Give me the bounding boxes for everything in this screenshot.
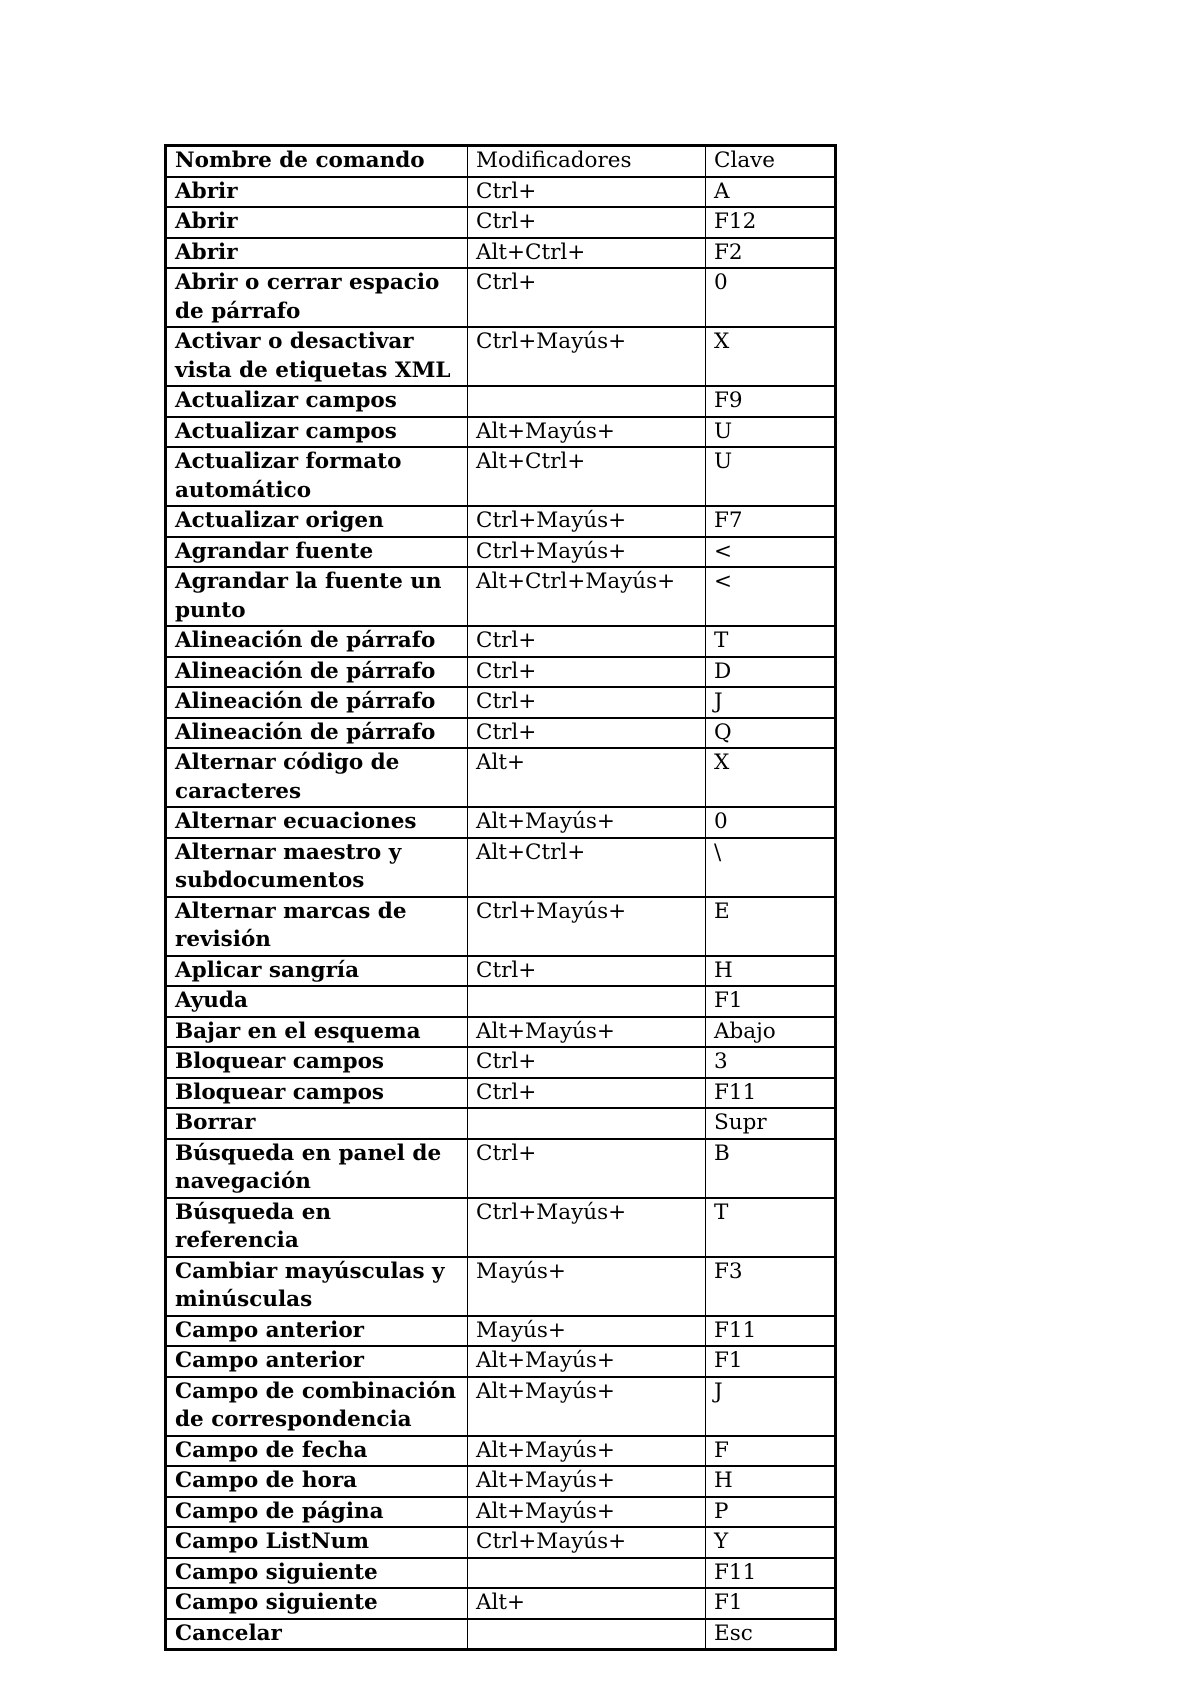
key-cell: J xyxy=(706,1377,836,1436)
table-row xyxy=(166,986,836,1017)
command-name-cell: Alineación de párrafo xyxy=(166,657,468,688)
table-row xyxy=(166,838,836,897)
table-row xyxy=(166,956,836,987)
modifiers-cell: Alt+Mayús+ xyxy=(468,1377,706,1436)
table-row xyxy=(166,1588,836,1619)
table-row xyxy=(166,1346,836,1377)
command-name-cell: Campo ListNum xyxy=(166,1527,468,1558)
modifiers-cell: Ctrl+Mayús+ xyxy=(468,327,706,386)
command-name-cell: Bajar en el esquema xyxy=(166,1017,468,1048)
command-name-cell: Actualizar campos xyxy=(166,386,468,417)
key-cell: D xyxy=(706,657,836,688)
key-cell: E xyxy=(706,897,836,956)
command-name-cell: Actualizar formato automático xyxy=(166,447,468,506)
table-row xyxy=(166,1257,836,1316)
command-name-cell: Agrandar fuente xyxy=(166,537,468,568)
command-name-cell: Abrir xyxy=(166,238,468,269)
command-name-cell: Alineación de párrafo xyxy=(166,718,468,749)
key-cell: P xyxy=(706,1497,836,1528)
command-name-cell: Abrir o cerrar espacio de párrafo xyxy=(166,268,468,327)
command-name-cell: Alternar ecuaciones xyxy=(166,807,468,838)
table-row xyxy=(166,1497,836,1528)
key-cell: 0 xyxy=(706,807,836,838)
command-name-cell: Campo de fecha xyxy=(166,1436,468,1467)
table-row xyxy=(166,447,836,506)
command-name-cell: Actualizar campos xyxy=(166,417,468,448)
table-row xyxy=(166,1078,836,1109)
command-name-cell: Bloquear campos xyxy=(166,1078,468,1109)
key-cell: F1 xyxy=(706,1346,836,1377)
modifiers-cell xyxy=(468,386,706,417)
key-cell: U xyxy=(706,417,836,448)
table-row xyxy=(166,1527,836,1558)
command-name-cell: Alternar maestro y subdocumentos xyxy=(166,838,468,897)
modifiers-cell: Alt+Mayús+ xyxy=(468,1346,706,1377)
modifiers-cell xyxy=(468,1619,706,1650)
command-name-cell: Actualizar origen xyxy=(166,506,468,537)
key-cell: A xyxy=(706,177,836,208)
command-name-cell: Cambiar mayúsculas y minúsculas xyxy=(166,1257,468,1316)
table-row xyxy=(166,238,836,269)
table-row xyxy=(166,1619,836,1650)
key-cell: J xyxy=(706,687,836,718)
table-row xyxy=(166,1047,836,1078)
command-name-cell: Cancelar xyxy=(166,1619,468,1650)
table-row xyxy=(166,657,836,688)
command-name-cell: Bloquear campos xyxy=(166,1047,468,1078)
modifiers-cell: Ctrl+ xyxy=(468,1078,706,1109)
command-name-cell: Campo anterior xyxy=(166,1346,468,1377)
table-row xyxy=(166,1316,836,1347)
modifiers-cell: Ctrl+ xyxy=(468,657,706,688)
command-name-cell: Campo anterior xyxy=(166,1316,468,1347)
modifiers-cell: Mayús+ xyxy=(468,1257,706,1316)
key-cell: Abajo xyxy=(706,1017,836,1048)
modifiers-cell: Ctrl+ xyxy=(468,956,706,987)
key-cell: U xyxy=(706,447,836,506)
modifiers-cell: Ctrl+ xyxy=(468,687,706,718)
modifiers-cell xyxy=(468,986,706,1017)
key-cell: Y xyxy=(706,1527,836,1558)
command-name-cell: Campo de combinación de correspondencia xyxy=(166,1377,468,1436)
table-row xyxy=(166,626,836,657)
table-row xyxy=(166,1436,836,1467)
table-body xyxy=(166,146,836,1650)
modifiers-cell: Alt+Mayús+ xyxy=(468,1497,706,1528)
key-cell: F11 xyxy=(706,1558,836,1589)
table-row xyxy=(166,1466,836,1497)
modifiers-cell: Ctrl+ xyxy=(468,207,706,238)
modifiers-cell: Ctrl+ xyxy=(468,626,706,657)
table-row xyxy=(166,417,836,448)
command-name-cell: Agrandar la fuente un punto xyxy=(166,567,468,626)
key-cell: X xyxy=(706,748,836,807)
table-row xyxy=(166,897,836,956)
command-name-cell: Campo siguiente xyxy=(166,1588,468,1619)
key-cell: Q xyxy=(706,718,836,749)
table-row xyxy=(166,1377,836,1436)
table-row xyxy=(166,268,836,327)
command-name-cell: Borrar xyxy=(166,1108,468,1139)
table-row xyxy=(166,386,836,417)
command-name-cell: Ayuda xyxy=(166,986,468,1017)
modifiers-cell: Ctrl+Mayús+ xyxy=(468,1527,706,1558)
key-cell: F2 xyxy=(706,238,836,269)
modifiers-cell: Ctrl+Mayús+ xyxy=(468,897,706,956)
key-cell: F3 xyxy=(706,1257,836,1316)
table-row xyxy=(166,1017,836,1048)
modifiers-cell: Alt+ xyxy=(468,1588,706,1619)
modifiers-cell: Alt+Ctrl+ xyxy=(468,238,706,269)
modifiers-cell: Ctrl+ xyxy=(468,177,706,208)
table-row xyxy=(166,687,836,718)
table-row xyxy=(166,718,836,749)
table-row xyxy=(166,1558,836,1589)
key-cell: H xyxy=(706,956,836,987)
table-row xyxy=(166,567,836,626)
header-key: Clave xyxy=(706,146,836,177)
key-cell: F1 xyxy=(706,986,836,1017)
key-cell: F11 xyxy=(706,1316,836,1347)
table-row xyxy=(166,177,836,208)
command-name-cell: Campo de página xyxy=(166,1497,468,1528)
key-cell: F12 xyxy=(706,207,836,238)
command-name-cell: Aplicar sangría xyxy=(166,956,468,987)
modifiers-cell: Alt+Mayús+ xyxy=(468,1466,706,1497)
modifiers-cell: Alt+Mayús+ xyxy=(468,807,706,838)
modifiers-cell xyxy=(468,1108,706,1139)
modifiers-cell: Ctrl+ xyxy=(468,1139,706,1198)
key-cell: F1 xyxy=(706,1588,836,1619)
table-header-row xyxy=(166,146,836,177)
modifiers-cell: Ctrl+Mayús+ xyxy=(468,1198,706,1257)
key-cell: F11 xyxy=(706,1078,836,1109)
command-name-cell: Activar o desactivar vista de etiquetas XML xyxy=(166,327,468,386)
modifiers-cell: Ctrl+ xyxy=(468,1047,706,1078)
command-name-cell: Alineación de párrafo xyxy=(166,626,468,657)
key-cell: F7 xyxy=(706,506,836,537)
key-cell: < xyxy=(706,567,836,626)
key-cell: F9 xyxy=(706,386,836,417)
keyboard-shortcut-table xyxy=(164,144,837,1651)
modifiers-cell: Alt+Mayús+ xyxy=(468,417,706,448)
key-cell: B xyxy=(706,1139,836,1198)
key-cell: < xyxy=(706,537,836,568)
command-name-cell: Búsqueda en panel de navegación xyxy=(166,1139,468,1198)
modifiers-cell: Alt+Ctrl+ xyxy=(468,447,706,506)
key-cell: 0 xyxy=(706,268,836,327)
table-row xyxy=(166,807,836,838)
header-command-name: Nombre de comando xyxy=(166,146,468,177)
modifiers-cell: Ctrl+ xyxy=(468,718,706,749)
modifiers-cell: Alt+Mayús+ xyxy=(468,1017,706,1048)
key-cell: T xyxy=(706,1198,836,1257)
command-name-cell: Abrir xyxy=(166,207,468,238)
key-cell: Esc xyxy=(706,1619,836,1650)
table-row xyxy=(166,748,836,807)
command-name-cell: Búsqueda en referencia xyxy=(166,1198,468,1257)
key-cell: H xyxy=(706,1466,836,1497)
command-name-cell: Alternar marcas de revisión xyxy=(166,897,468,956)
table-row xyxy=(166,506,836,537)
modifiers-cell: Mayús+ xyxy=(468,1316,706,1347)
modifiers-cell xyxy=(468,1558,706,1589)
table-row xyxy=(166,1108,836,1139)
header-modifiers: Modificadores xyxy=(468,146,706,177)
modifiers-cell: Ctrl+ xyxy=(468,268,706,327)
modifiers-cell: Alt+Ctrl+ xyxy=(468,838,706,897)
table-row xyxy=(166,207,836,238)
command-name-cell: Abrir xyxy=(166,177,468,208)
modifiers-cell: Alt+Mayús+ xyxy=(468,1436,706,1467)
key-cell: Supr xyxy=(706,1108,836,1139)
command-name-cell: Alineación de párrafo xyxy=(166,687,468,718)
key-cell: 3 xyxy=(706,1047,836,1078)
command-name-cell: Campo de hora xyxy=(166,1466,468,1497)
table-row xyxy=(166,1198,836,1257)
modifiers-cell: Ctrl+Mayús+ xyxy=(468,537,706,568)
command-name-cell: Campo siguiente xyxy=(166,1558,468,1589)
command-name-cell: Alternar código de caracteres xyxy=(166,748,468,807)
key-cell: \ xyxy=(706,838,836,897)
modifiers-cell: Alt+Ctrl+Mayús+ xyxy=(468,567,706,626)
key-cell: X xyxy=(706,327,836,386)
key-cell: F xyxy=(706,1436,836,1467)
table-row xyxy=(166,1139,836,1198)
modifiers-cell: Ctrl+Mayús+ xyxy=(468,506,706,537)
table-row xyxy=(166,327,836,386)
table-row xyxy=(166,537,836,568)
key-cell: T xyxy=(706,626,836,657)
modifiers-cell: Alt+ xyxy=(468,748,706,807)
